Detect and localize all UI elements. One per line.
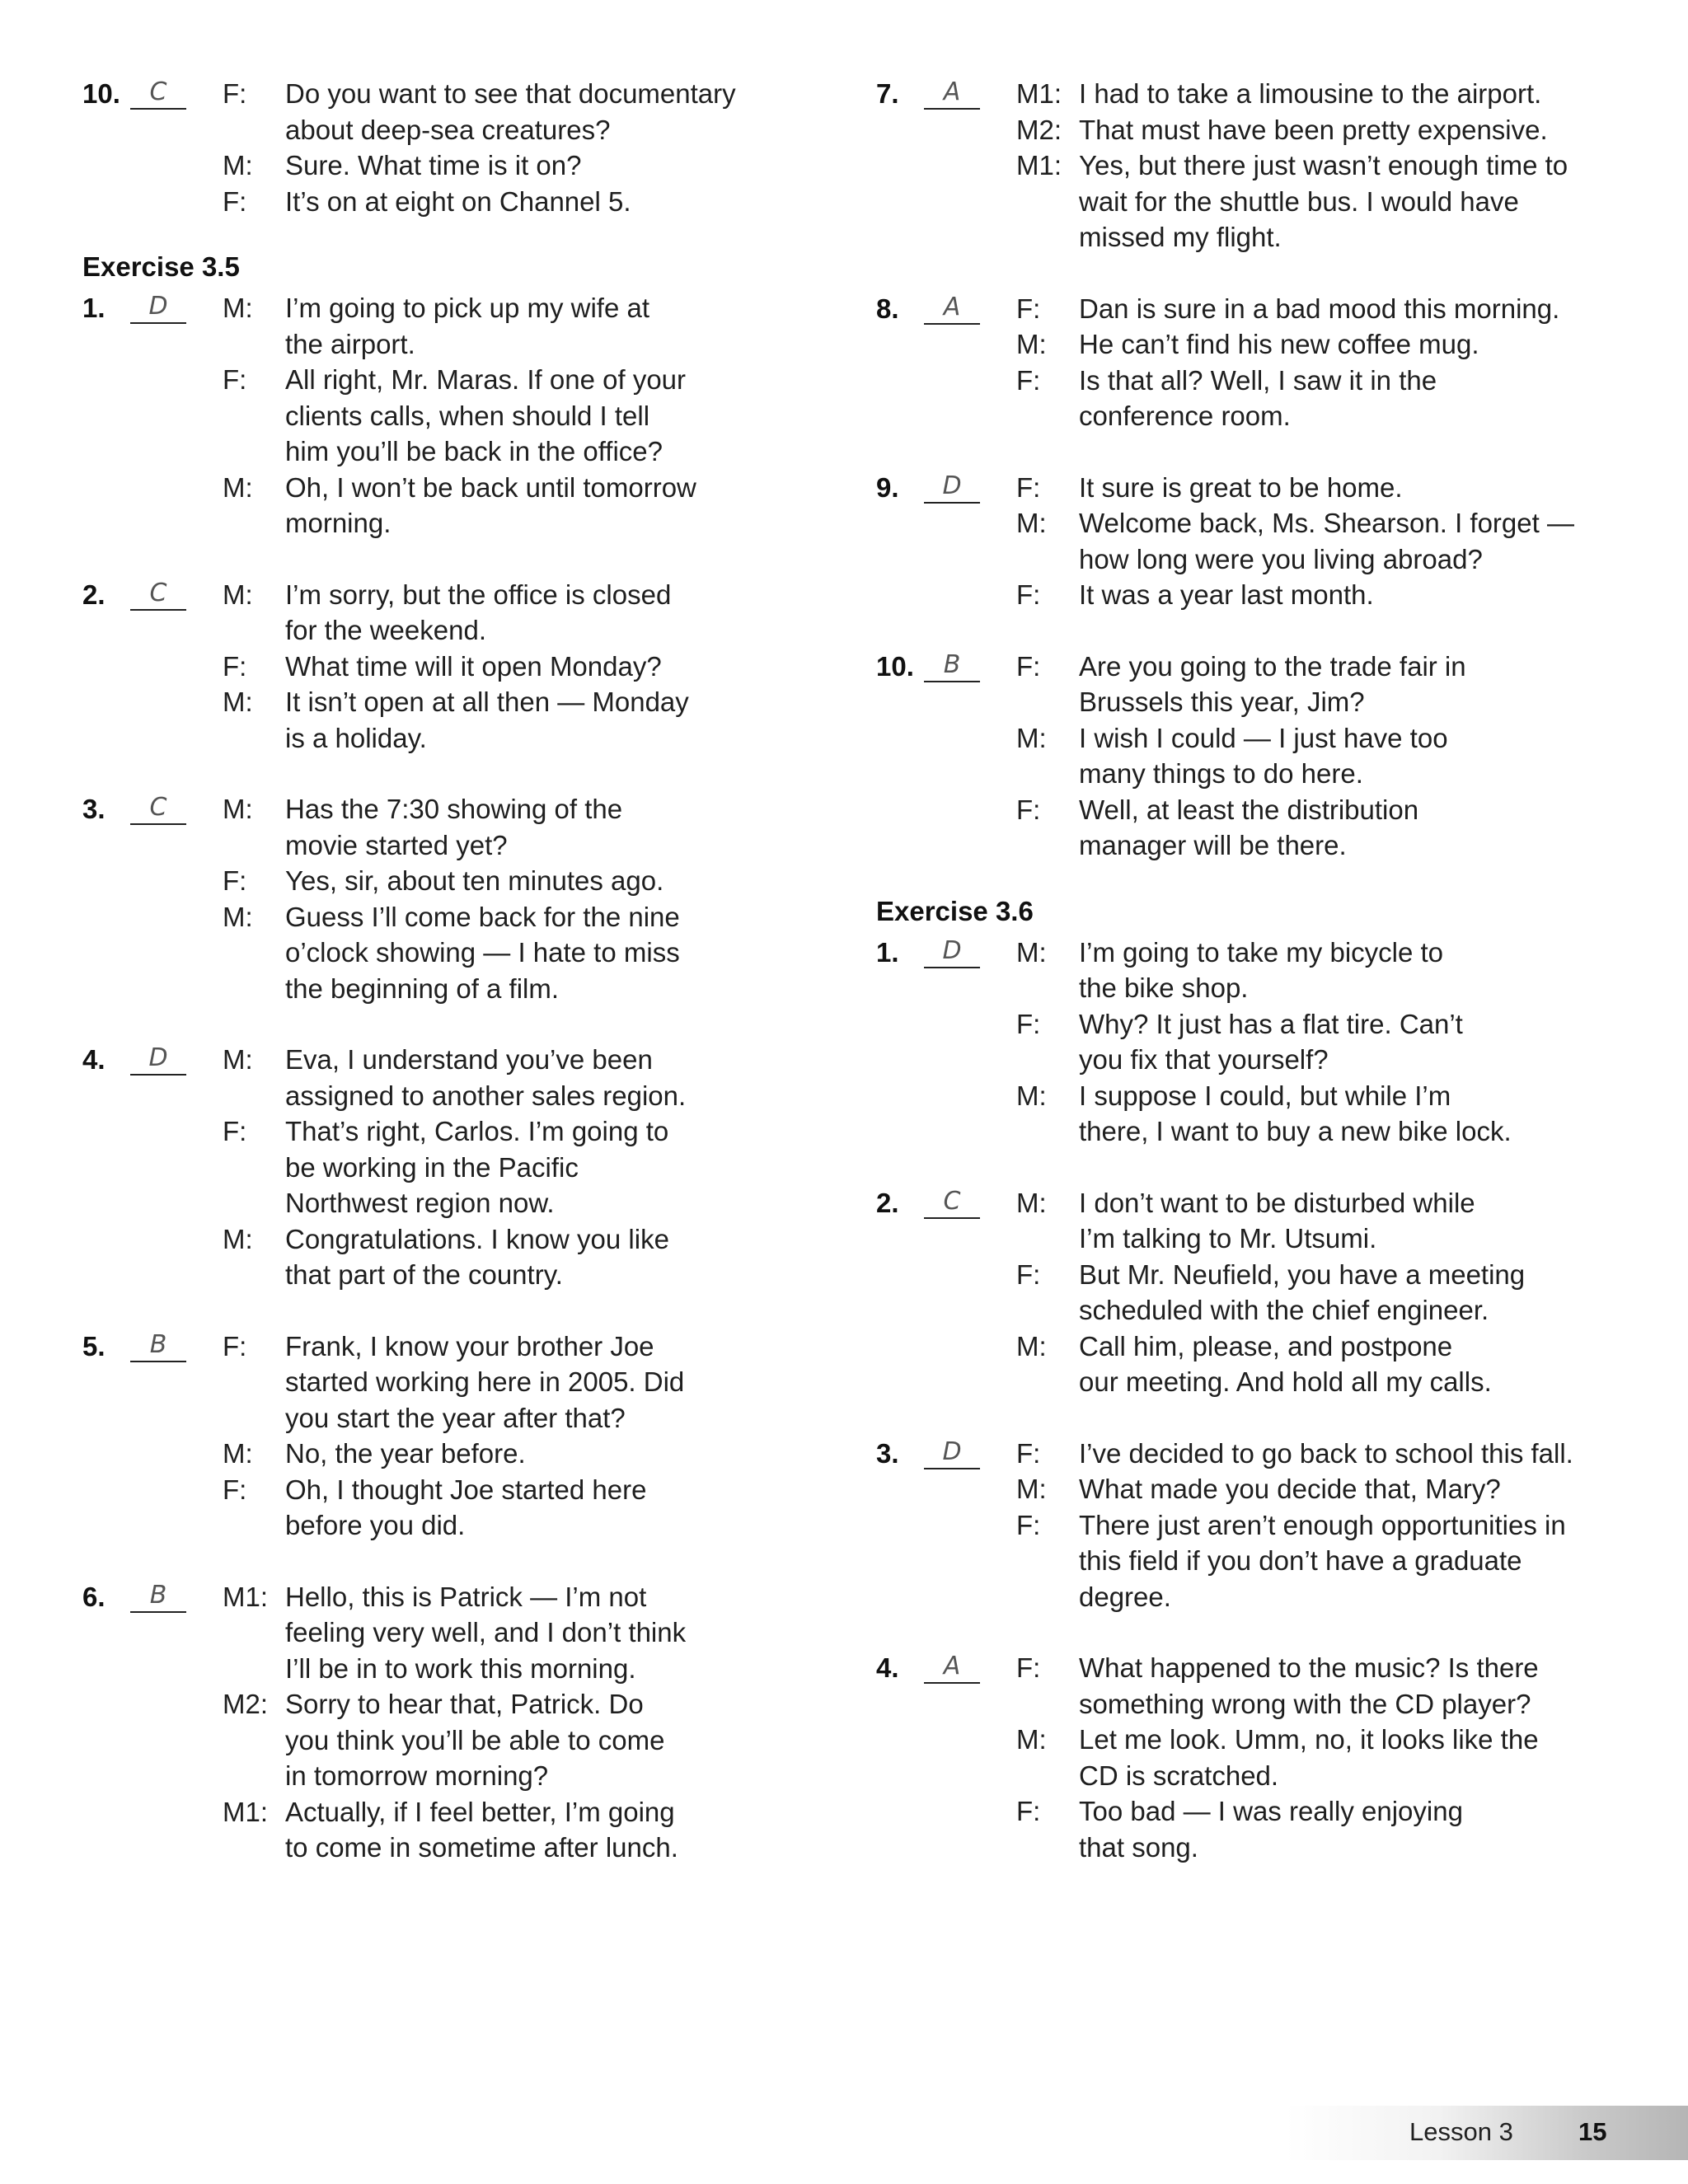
dialogue-text: What happened to the music? Is there something wrong with the CD player? <box>1079 1652 1539 1719</box>
speaker-label: F: <box>223 78 247 109</box>
dialogue-item <box>82 1329 824 1544</box>
dialogue-item <box>876 1436 1651 1615</box>
item-number-answer <box>82 791 223 1006</box>
item-number-answer <box>82 1329 223 1544</box>
item-number-answer <box>876 935 1016 1150</box>
exercise-heading: Exercise 3.6 <box>876 895 1034 926</box>
item-number: 8. <box>876 293 899 324</box>
answer-blank: C <box>130 77 186 110</box>
speaker-label: F: <box>1016 1258 1041 1290</box>
dialogue-text: Let me look. Umm, no, it looks like the CD is scratched. <box>1079 1724 1539 1791</box>
dialogue-item <box>876 291 1651 434</box>
speaker-label: F: <box>1016 364 1041 396</box>
speaker-label: M: <box>223 1044 253 1075</box>
answer-blank: C <box>924 1186 980 1219</box>
dialogue-lines <box>1016 649 1651 864</box>
speaker-label: F: <box>223 865 247 896</box>
dialogue-line <box>1016 1436 1651 1472</box>
speaker-label: M: <box>1016 508 1047 538</box>
dialogue-line <box>223 1221 824 1293</box>
dialogue-line <box>223 1113 824 1221</box>
speaker-label: M: <box>1016 1187 1047 1218</box>
answer-blank: B <box>924 649 980 682</box>
page-footer <box>1286 2106 1688 2160</box>
dialogue-line <box>1016 1006 1651 1078</box>
item-number: 5. <box>82 1330 106 1361</box>
speaker-label: F: <box>1016 1008 1041 1039</box>
dialogue-item <box>876 1185 1651 1400</box>
dialogue-lines <box>223 76 824 219</box>
dialogue-text: I’ve decided to go back to school this fall. <box>1079 1437 1573 1469</box>
dialogue-item <box>876 470 1651 613</box>
speaker-label: M: <box>223 579 253 610</box>
speaker-label: F: <box>223 650 247 682</box>
dialogue-line <box>223 184 824 220</box>
dialogue-line <box>223 362 824 470</box>
dialogue-line <box>1016 1257 1651 1329</box>
dialogue-line <box>1016 1507 1651 1615</box>
answer-blank: B <box>130 1329 186 1362</box>
item-number: 7. <box>876 78 899 109</box>
speaker-label: F: <box>223 185 247 217</box>
item-number-answer <box>82 1042 223 1293</box>
dialogue-text: Guess I’ll come back for the nine o’clock showing — I hate to miss the beginning of a film. <box>285 901 680 1004</box>
dialogue-item <box>876 649 1651 864</box>
item-number: 2. <box>82 579 106 610</box>
dialogue-lines <box>1016 935 1651 1150</box>
dialogue-text: Frank, I know your brother Joe started working here in 2005. Did you start the year after that? <box>285 1330 685 1433</box>
item-number: 10. <box>876 650 914 682</box>
dialogue-line <box>223 148 824 184</box>
dialogue-item <box>876 76 1651 255</box>
item-number: 3. <box>876 1437 899 1469</box>
dialogue-line <box>1016 505 1651 577</box>
dialogue-lines <box>1016 1650 1651 1865</box>
speaker-label: F: <box>223 364 247 395</box>
speaker-label: M: <box>1016 329 1047 359</box>
dialogue-text: I’m going to pick up my wife at the airport. <box>285 293 650 359</box>
dialogue-text: Welcome back, Ms. Shearson. I forget — how long were you living abroad? <box>1079 508 1574 574</box>
dialogue-text: Call him, please, and postpone our meeting. And hold all my calls. <box>1079 1330 1492 1397</box>
dialogue-item <box>82 1579 824 1866</box>
dialogue-line <box>1016 720 1651 792</box>
dialogue-line <box>1016 1650 1651 1722</box>
dialogue-line <box>223 1579 824 1687</box>
dialogue-item <box>82 76 824 219</box>
item-number-answer <box>876 76 1016 255</box>
dialogue-lines <box>223 290 824 541</box>
speaker-label: M: <box>223 1438 253 1469</box>
dialogue-text: Dan is sure in a bad mood this morning. <box>1079 293 1560 324</box>
speaker-label: M: <box>1016 722 1047 753</box>
item-number: 9. <box>876 471 899 503</box>
dialogue-line <box>223 1436 824 1472</box>
dialogue-line <box>1016 470 1651 506</box>
dialogue-text: It sure is great to be home. <box>1079 471 1403 503</box>
speaker-label: F: <box>1016 293 1041 324</box>
dialogue-text: What made you decide that, Mary? <box>1079 1474 1501 1504</box>
item-number-answer <box>876 1436 1016 1615</box>
dialogue-line <box>223 791 824 863</box>
dialogue-line <box>223 1686 824 1794</box>
speaker-label: M1: <box>1016 78 1062 109</box>
dialogue-text: Why? It just has a flat tire. Can’t you fix that yourself? <box>1079 1008 1463 1075</box>
dialogue-item <box>82 290 824 541</box>
item-number-answer <box>876 1185 1016 1400</box>
dialogue-line <box>223 1329 824 1436</box>
item-number: 4. <box>82 1044 106 1075</box>
dialogue-line <box>1016 1471 1651 1507</box>
speaker-label: M2: <box>223 1689 269 1719</box>
dialogue-text: Sorry to hear that, Patrick. Do you think you’ll be able to come in tomorrow morning? <box>285 1689 665 1791</box>
answer-blank: D <box>924 471 980 504</box>
speaker-label: M2: <box>1016 114 1062 145</box>
dialogue-text: Yes, sir, about ten minutes ago. <box>285 865 664 896</box>
item-number-answer <box>82 290 223 541</box>
dialogue-line <box>223 1794 824 1866</box>
dialogue-lines <box>1016 470 1651 613</box>
answer-blank: D <box>130 291 186 324</box>
dialogue-text: Has the 7:30 showing of the movie started yet? <box>285 794 623 860</box>
dialogue-text: Is that all? Well, I saw it in the conference room. <box>1079 364 1437 431</box>
speaker-label: F: <box>1016 1509 1041 1540</box>
right-column <box>876 76 1651 1900</box>
speaker-label: M: <box>223 901 253 932</box>
dialogue-item <box>82 1042 824 1293</box>
speaker-label: F: <box>223 1330 247 1361</box>
dialogue-line <box>223 76 824 148</box>
answer-blank: A <box>924 292 980 325</box>
dialogue-text: It isn’t open at all then — Monday is a holiday. <box>285 687 689 753</box>
item-number: 1. <box>82 293 106 323</box>
item-number: 6. <box>82 1581 106 1612</box>
dialogue-text: I don’t want to be disturbed while I’m talking to Mr. Utsumi. <box>1079 1187 1475 1254</box>
speaker-label: M: <box>223 293 253 323</box>
dialogue-line <box>1016 792 1651 864</box>
dialogue-text: Congratulations. I know you like that part of the country. <box>285 1223 669 1290</box>
speaker-label: M: <box>1016 936 1047 968</box>
dialogue-lines <box>223 1329 824 1544</box>
speaker-label: F: <box>1016 1652 1041 1683</box>
dialogue-text: No, the year before. <box>285 1438 526 1469</box>
dialogue-text: Hello, this is Patrick — I’m not feeling very well, and I don’t think I’ll be in to work this morning. <box>285 1581 687 1684</box>
dialogue-line <box>223 649 824 685</box>
item-number-answer <box>82 1579 223 1866</box>
item-number: 10. <box>82 78 120 109</box>
dialogue-lines <box>223 1042 824 1293</box>
speaker-label: M: <box>1016 1474 1047 1504</box>
dialogue-text: Do you want to see that documentary about deep-sea creatures? <box>285 78 736 145</box>
dialogue-text: It was a year last month. <box>1079 579 1374 610</box>
speaker-label: M1: <box>223 1581 269 1612</box>
dialogue-line <box>1016 1078 1651 1150</box>
speaker-label: M: <box>1016 1080 1047 1111</box>
dialogue-text: I’m sorry, but the office is closed for the weekend. <box>285 579 672 645</box>
speaker-label: F: <box>1016 579 1041 610</box>
item-number: 2. <box>876 1187 899 1218</box>
speaker-label: M1: <box>1016 150 1062 180</box>
page-number: 15 <box>1578 2117 1607 2146</box>
speaker-label: M: <box>223 150 253 180</box>
dialogue-text: What time will it open Monday? <box>285 650 662 682</box>
dialogue-item <box>82 577 824 757</box>
dialogue-text: That’s right, Carlos. I’m going to be working in the Pacific Northwest region now. <box>285 1116 669 1218</box>
dialogue-lines <box>223 791 824 1006</box>
dialogue-line <box>1016 1793 1651 1865</box>
speaker-label: F: <box>1016 1796 1041 1826</box>
speaker-label: M: <box>223 1223 253 1254</box>
dialogue-line <box>1016 148 1651 255</box>
answer-blank: B <box>130 1580 186 1613</box>
dialogue-text: All right, Mr. Maras. If one of your clients calls, when should I tell him you’ll be back in the office? <box>285 364 687 466</box>
dialogue-line <box>1016 291 1651 327</box>
answer-blank: D <box>924 1436 980 1469</box>
dialogue-lines <box>223 1579 824 1866</box>
dialogue-line <box>1016 1722 1651 1793</box>
dialogue-line <box>1016 76 1651 112</box>
speaker-label: M: <box>223 471 253 503</box>
dialogue-lines <box>1016 291 1651 434</box>
answer-blank: D <box>924 935 980 968</box>
dialogue-lines <box>1016 1436 1651 1615</box>
dialogue-line <box>1016 112 1651 148</box>
dialogue-text: He can’t find his new coffee mug. <box>1079 329 1479 359</box>
dialogue-line <box>1016 326 1651 363</box>
speaker-label: F: <box>223 1116 247 1146</box>
dialogue-lines <box>223 577 824 757</box>
lesson-label: Lesson 3 <box>1409 2117 1513 2146</box>
dialogue-lines <box>1016 76 1651 255</box>
item-number: 4. <box>876 1652 899 1683</box>
dialogue-line <box>1016 649 1651 720</box>
exercise-heading: Exercise 3.5 <box>82 251 240 282</box>
dialogue-line <box>1016 577 1651 613</box>
dialogue-line <box>223 290 824 362</box>
dialogue-line <box>1016 935 1651 1006</box>
item-number-answer <box>876 1650 1016 1865</box>
item-number: 1. <box>876 936 899 968</box>
dialogue-line <box>223 684 824 756</box>
item-number: 3. <box>82 794 106 824</box>
dialogue-line <box>223 899 824 1007</box>
speaker-label: M: <box>1016 1724 1047 1755</box>
speaker-label: M: <box>223 687 253 717</box>
dialogue-text: Actually, if I feel better, I’m going to come in sometime after lunch. <box>285 1796 678 1863</box>
dialogue-line <box>223 863 824 899</box>
speaker-label: F: <box>1016 1437 1041 1469</box>
dialogue-text: I’m going to take my bicycle to the bike shop. <box>1079 936 1444 1003</box>
dialogue-item <box>876 935 1651 1150</box>
speaker-label: M: <box>223 794 253 824</box>
dialogue-text: Oh, I won’t be back until tomorrow morning. <box>285 471 696 538</box>
dialogue-text: That must have been pretty expensive. <box>1079 114 1548 145</box>
dialogue-text: There just aren’t enough opportunities in this field if you don’t have a graduate degree. <box>1079 1509 1566 1612</box>
speaker-label: M: <box>1016 1330 1047 1361</box>
dialogue-text: Oh, I thought Joe started here before you did. <box>285 1474 647 1540</box>
dialogue-line <box>1016 1185 1651 1257</box>
dialogue-text: Sure. What time is it on? <box>285 150 582 180</box>
dialogue-text: Eva, I understand you’ve been assigned to another sales region. <box>285 1044 687 1111</box>
answer-blank: A <box>924 77 980 110</box>
dialogue-lines <box>1016 1185 1651 1400</box>
dialogue-text: I had to take a limousine to the airport. <box>1079 78 1542 109</box>
dialogue-text: It’s on at eight on Channel 5. <box>285 185 631 217</box>
dialogue-text: Too bad — I was really enjoying that song. <box>1079 1796 1463 1863</box>
left-column <box>82 76 824 1901</box>
answer-blank: D <box>130 1043 186 1076</box>
dialogue-line <box>223 1042 824 1113</box>
item-number-answer <box>82 76 223 219</box>
dialogue-line <box>223 1472 824 1544</box>
item-number-answer <box>876 470 1016 613</box>
dialogue-line <box>223 577 824 649</box>
dialogue-item <box>82 791 824 1006</box>
dialogue-text: Are you going to the trade fair in Brussels this year, Jim? <box>1079 650 1466 717</box>
dialogue-text: I wish I could — I just have too many things to do here. <box>1079 722 1448 789</box>
speaker-label: F: <box>1016 650 1041 682</box>
speaker-label: M1: <box>223 1796 269 1827</box>
speaker-label: F: <box>1016 794 1041 825</box>
dialogue-line <box>1016 1329 1651 1400</box>
dialogue-item <box>876 1650 1651 1865</box>
dialogue-text: Yes, but there just wasn’t enough time to wait for the shuttle bus. I would have missed my flight. <box>1079 150 1568 252</box>
item-number-answer <box>876 649 1016 864</box>
answer-blank: C <box>130 578 186 611</box>
dialogue-text: I suppose I could, but while I’m there, I want to buy a new bike lock. <box>1079 1080 1512 1146</box>
answer-blank: C <box>130 792 186 825</box>
speaker-label: F: <box>223 1474 247 1505</box>
dialogue-line <box>223 470 824 541</box>
item-number-answer <box>82 577 223 757</box>
dialogue-text: But Mr. Neufield, you have a meeting scheduled with the chief engineer. <box>1079 1258 1526 1325</box>
item-number-answer <box>876 291 1016 434</box>
answer-blank: A <box>924 1651 980 1684</box>
dialogue-line <box>1016 363 1651 434</box>
dialogue-text: Well, at least the distribution manager will be there. <box>1079 794 1419 860</box>
speaker-label: F: <box>1016 471 1041 503</box>
